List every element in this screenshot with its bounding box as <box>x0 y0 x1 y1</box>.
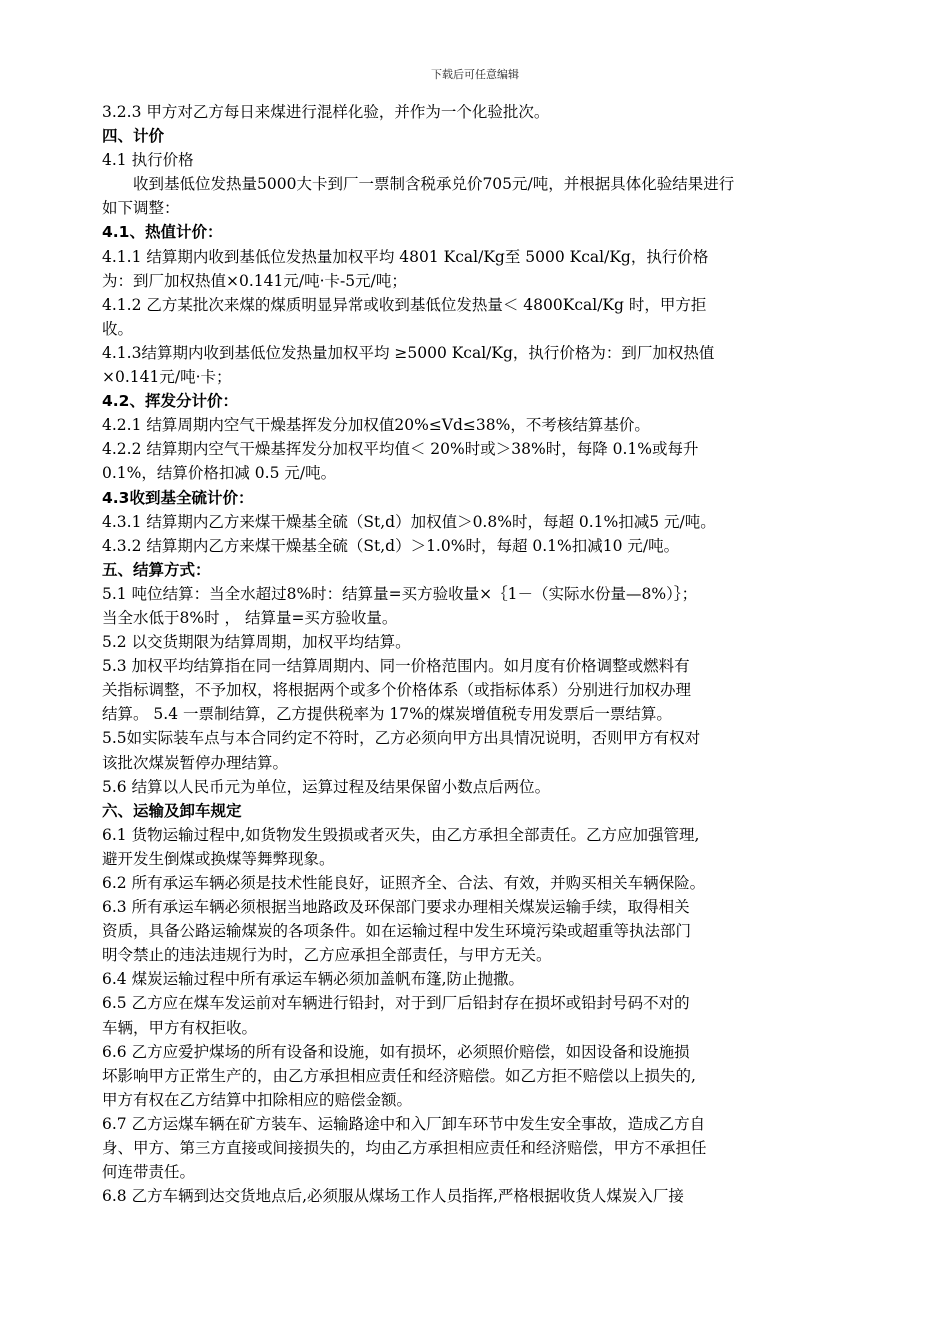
section-heading: 六、运输及卸车规定 <box>102 801 242 820</box>
text-line: 4.3.2 结算期内乙方来煤干燥基全硫（St,d）＞1.0%时，每超 0.1%扣减10 元/吨。 <box>102 536 680 555</box>
text-line: 4.3.1 结算期内乙方来煤干燥基全硫（St,d）加权值＞0.8%时，每超 0.1%扣减5 元/吨。 <box>102 512 716 531</box>
text-line: 收。 <box>102 319 134 338</box>
text-line: 5.2 以交货期限为结算周期，加权平均结算。 <box>102 633 411 652</box>
text-line: 为：到厂加权热值×0.141元/吨·卡-5元/吨； <box>102 271 407 290</box>
text-line: 明令禁止的违法违规行为时，乙方应承担全部责任，与甲方无关。 <box>102 946 552 965</box>
text-line: 何连带责任。 <box>102 1163 196 1182</box>
section-heading: 4.2、挥发分计价： <box>102 392 238 411</box>
text-line: ×0.141元/吨·卡； <box>102 368 232 387</box>
text-line: 避开发生倒煤或换煤等舞弊现象。 <box>102 849 335 868</box>
text-line: 6.1 货物运输过程中,如货物发生毁损或者灭失，由乙方承担全部责任。乙方应加强管理, <box>102 825 700 844</box>
text-line: 4.2.1 结算周期内空气干燥基挥发分加权值20%≤Vd≤38%，不考核结算基价。 <box>102 416 650 435</box>
text-line: 6.4 煤炭运输过程中所有承运车辆必须加盖帆布篷,防止抛撒。 <box>102 970 525 989</box>
section-heading: 五、结算方式： <box>102 560 211 579</box>
text-line: 甲方有权在乙方结算中扣除相应的赔偿金额。 <box>102 1090 413 1109</box>
text-line: 该批次煤炭暂停办理结算。 <box>102 753 289 772</box>
text-line: 坏影响甲方正常生产的，由乙方承担相应责任和经济赔偿。如乙方拒不赔偿以上损失的, <box>102 1066 696 1085</box>
text-line: 关指标调整，不予加权，将根据两个或多个价格体系（或指标体系）分别进行加权办理 <box>102 681 692 700</box>
text-line: 当全水低于8%时 ， 结算量=买方验收量。 <box>102 608 398 627</box>
text-line: 4.1.3结算期内收到基低位发热量加权平均 ≥5000 Kcal/Kg，执行价格为：到厂加权热值 <box>102 343 715 362</box>
text-line: 4.1.1 结算期内收到基低位发热量加权平均 4801 Kcal/Kg至 5000 Kcal/Kg，执行价格 <box>102 247 709 266</box>
section-heading: 4.1、热值计价： <box>102 223 223 242</box>
section-heading: 4.3收到基全硫计价： <box>102 488 254 507</box>
text-line: 身、甲方、第三方直接或间接损失的，均由乙方承担相应责任和经济赔偿，甲方不承担任 <box>102 1139 707 1158</box>
text-line: 4.1 执行价格 <box>102 151 194 170</box>
text-line: 3.2.3 甲方对乙方每日来煤进行混样化验，并作为一个化验批次。 <box>102 103 550 121</box>
text-line: 6.5 乙方应在煤车发运前对车辆进行铅封，对于到厂后铅封存在损坏或铅封号码不对的 <box>102 994 690 1013</box>
document-body <box>102 100 852 1208</box>
text-line: 5.1 吨位结算：当全水超过8%时：结算量=买方验收量×｛1－（实际水份量—8%）｝； <box>102 584 698 603</box>
text-line: 4.2.2 结算期内空气干燥基挥发分加权平均值＜ 20%时或＞38%时，每降 0.1%或每升 <box>102 440 699 459</box>
text-line: 6.6 乙方应爱护煤场的所有设备和设施，如有损坏，必须照价赔偿，如因设备和设施损 <box>102 1042 690 1061</box>
text-line: 结算。 5.4 一票制结算，乙方提供税率为 17%的煤炭增值税专用发票后一票结算。 <box>102 705 672 724</box>
section-heading: 四、计价 <box>102 127 165 146</box>
text-line: 资质，具备公路运输煤炭的各项条件。如在运输过程中发生环境污染或超重等执法部门 <box>102 922 692 941</box>
text-line: 4.1.2 乙方某批次来煤的煤质明显异常或收到基低位发热量＜ 4800Kcal/Kg 时，甲方拒 <box>102 295 707 314</box>
text-line: 5.3 加权平均结算指在同一结算周期内、同一价格范围内。如月度有价格调整或燃料有 <box>102 657 690 676</box>
page-header: 下载后可任意编辑 <box>431 68 519 81</box>
text-line: 5.5如实际装车点与本合同约定不符时，乙方必须向甲方出具情况说明，否则甲方有权对 <box>102 729 701 748</box>
text-line: 6.8 乙方车辆到达交货地点后,必须服从煤场工作人员指挥,严格根据收货人煤炭入厂接 <box>102 1187 684 1206</box>
text-line: 6.7 乙方运煤车辆在矿方装车、运输路途中和入厂卸车环节中发生安全事故，造成乙方自 <box>102 1114 706 1133</box>
text-line: 0.1%，结算价格扣减 0.5 元/吨。 <box>102 464 337 483</box>
text-line: 6.2 所有承运车辆必须是技术性能良好，证照齐全、合法、有效，并购买相关车辆保险。 <box>102 874 706 892</box>
text-line: 车辆，甲方有权拒收。 <box>102 1018 258 1037</box>
text-line: 6.3 所有承运车辆必须根据当地路政及环保部门要求办理相关煤炭运输手续，取得相关 <box>102 898 690 917</box>
text-line: 如下调整： <box>102 199 180 218</box>
text-line: 5.6 结算以人民币元为单位，运算过程及结果保留小数点后两位。 <box>102 777 551 796</box>
text-line: 收到基低位发热量5000大卡到厂一票制含税承兑价705元/吨，并根据具体化验结果进行 <box>133 175 735 194</box>
